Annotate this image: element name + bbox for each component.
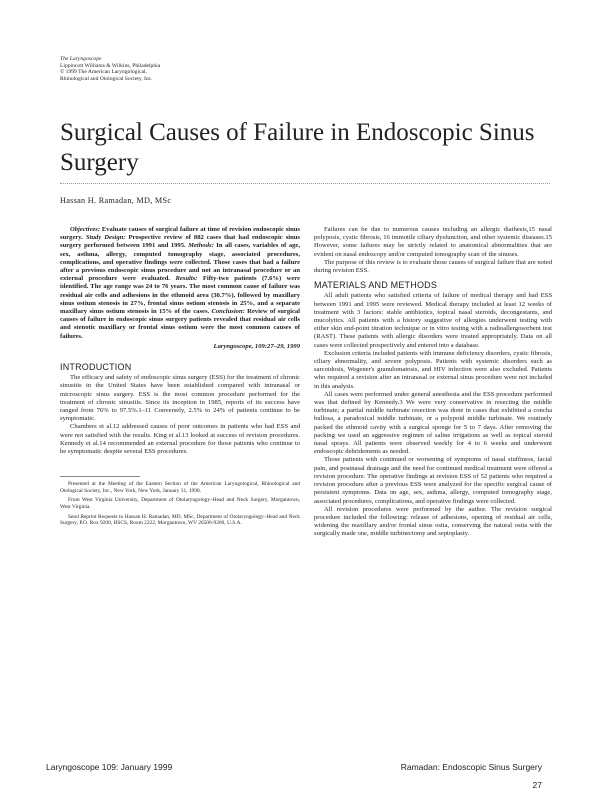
society-line: Rhinological and Otological Society, Inc. <box>60 75 153 82</box>
methods-text: In all cases, variables of age, sex, asthma, allergy, computed tomography stage, associated procedures, complications, and operative findings were collected. Those cases that had a failure after a previous endoscopic sinus procedure and not an intranasal procedure or an external procedure were evaluated. <box>60 242 300 283</box>
intro-paragraph-2: Chambers et al.12 addressed causes of poor outcomes in patients who had ESS and were not satisfied with the results. King et al.13 looked at success of revision procedures. Kennedy et al.14 recommended an external procedure for those patients who continue to be symptomatic despite several ESS procedures. <box>60 423 300 456</box>
design-text: Prospective review of 882 cases that had endoscopic sinus surgery performed between 1991 and 1995. <box>60 234 300 250</box>
methods-paragraph-4: Those patients with continued or worsening of symptoms of nasal stuffiness, facial pain, and postnasal drainage and the need for continued medical treatment were offered a revision procedure. The operative findings at revision ESS of 52 patients who required a revision procedure after a previous ESS were analyzed for the specific surgical cause of persistent symptoms. Data on age, sex, asthma, allergy, computed tomography stage, associated procedures, complications, and operative findings were collected. <box>314 456 552 505</box>
footnote-divider <box>60 476 140 477</box>
methods-paragraph-3: All cases were performed under general anesthesia and the ESS procedure performed was that defined by Kennedy.3 We were very conservative in resecting the middle turbinate; a partial middle turbinate resection was done in cases that exhibited a concha bullosa, a paradoxical middle turbinate, or a polypoid middle turbinate. We routinely packed the ethmoid cavity with a surgical sponge for 5 to 7 days. After removing the packing we used an aggressive regimen of saline irrigations as well as topical steroid nasal sprays. All patients were observed weekly for 4 to 6 weeks and underwent endoscopic debridements as needed. <box>314 390 552 456</box>
methods-heading: MATERIALS AND METHODS <box>314 280 438 291</box>
title-divider <box>60 183 550 184</box>
results-label: Results: <box>175 275 198 283</box>
publisher-line: Lippincott Williams & Wilkins, Philadelphia <box>60 62 161 69</box>
citation: Laryngoscope, 109:27–29, 1999 <box>213 342 300 350</box>
conclusion-label: Conclusion: <box>211 308 245 316</box>
methods-paragraph-5: All revision procedures were performed by the author. The revision surgical procedure included the following: release of adhesions, opening of residual air cells, widening the maxillary and/or frontal sinus ostia, conserving the natural ostia with the surgically made one, middle turbinectomy and septoplasty. <box>314 505 552 538</box>
left-column <box>60 226 300 530</box>
footnote-reprints: Send Reprint Requests to Hassan H. Ramadan, MD, MSc, Department of Otolaryngology–Head and Neck Surgery, P.O. Box 9200, HSCS, Room 2222, Morgantown, WV 26506-9200, U.S.A. <box>60 513 300 527</box>
intro-paragraph-1: The efficacy and safety of endoscopic sinus surgery (ESS) for the treatment of chronic sinusitis in the United States have been established compared with intranasal or microscopic sinus surgery. ESS is the most common procedure performed for the treatment of chronic sinusitis. Since its inception in 1985, reports of its success have ranged from 76% to 97.5%.1–11 Conversely, 2.5% to 24% of patients continue to be symptomatic. <box>60 374 300 423</box>
footer-journal: Laryngoscope 109: January 1999 <box>46 762 173 772</box>
right-paragraph-2: The purpose of this review is to evaluate those causes of surgical failure that are noted during revision ESS. <box>314 258 552 275</box>
abstract <box>60 226 300 341</box>
methods-paragraph-1: All adult patients who satisfied criteria of failure of medical therapy and had ESS between 1991 and 1995 were reviewed. Medical therapy included at least 12 weeks of treatment with 3 factors: stable antibiotics, topical nasal steroids, decongestants, and mucolytics. All patients with a history suggestive of allergies underwent testing with either skin end-point titration technique or in vitro testing with a radioallergosorbent test (RAST). These patients with allergic disorders were treated appropriately. Data on all cases were collected prospectively and entered into a database. <box>314 292 552 349</box>
results-text: Fifty-two patients (7.6%) were identified. The age range was 24 to 76 years. The most common cause of failure was residual air cells and adhesions in the ethmoid area (30.7%), followed by maxillary sinus ostium stenosis in 27%, frontal sinus ostium stenosis in 25%, and a separate maxillary sinus ostium stenosis in 15% of the cases. <box>60 275 300 316</box>
article-title: Surgical Causes of Failure in Endoscopic Sinus Surgery <box>60 119 535 176</box>
right-paragraph-1: Failures can be due to numerous causes including an allergic diathesis,15 nasal polyposis, cystic fibrosis, 16 immotile ciliary dysfunction, and other systemic diseases.15 However, some failures may be strictly related to anatomical abnormalities that are evident on nasal endoscopy and/or computed tomography scan of the sinuses. <box>314 226 552 258</box>
conclusion-text: Review of surgical causes of failure in endoscopic sinus surgery patients revealed that residual air cells and stenotic maxillary or frontal sinus ostium were the most common causes of failures. <box>60 308 301 340</box>
page-number: 27 <box>532 780 542 790</box>
masthead <box>60 56 320 82</box>
author-line: Hassan H. Ramadan, MD, MSc <box>60 196 172 205</box>
footnote-affiliation: From West Virginia University, Department of Otolaryngology–Head and Neck Surgery, Morgantown, West Virginia. <box>60 497 300 511</box>
journal-name: The Laryngoscope <box>60 56 102 62</box>
objectives-label: Objectives: <box>70 226 101 233</box>
design-label: Study Design: <box>85 234 126 242</box>
copyright-line: © 1999 The American Laryngological, <box>60 69 147 76</box>
methods-paragraph-2: Exclusion criteria included patients with immune deficiency disorders, cystic fibrosis, ciliary abnormality, and severe polyposis. Patients with systemic disorders such as sarcoidosis, Wegener's granulomatosis, and HIV infection were also excluded. Patients who required a revision after an intranasal or external sinus procedure were not included in this analysis. <box>314 349 552 390</box>
introduction-heading: INTRODUCTION <box>60 362 132 373</box>
objectives-text: Evaluate causes of surgical failure at time of revision endoscopic sinus surgery. <box>60 226 301 242</box>
right-column <box>314 226 552 539</box>
footnote-presented: Presented at the Meeting of the Eastern Section of the American Laryngological, Rhinological and Otological Society, Inc., New York, New York, January 31, 1998. <box>60 481 300 494</box>
footer-running-title: Ramadan: Endoscopic Sinus Surgery <box>400 762 542 772</box>
methods-label: Methods: <box>188 242 214 250</box>
